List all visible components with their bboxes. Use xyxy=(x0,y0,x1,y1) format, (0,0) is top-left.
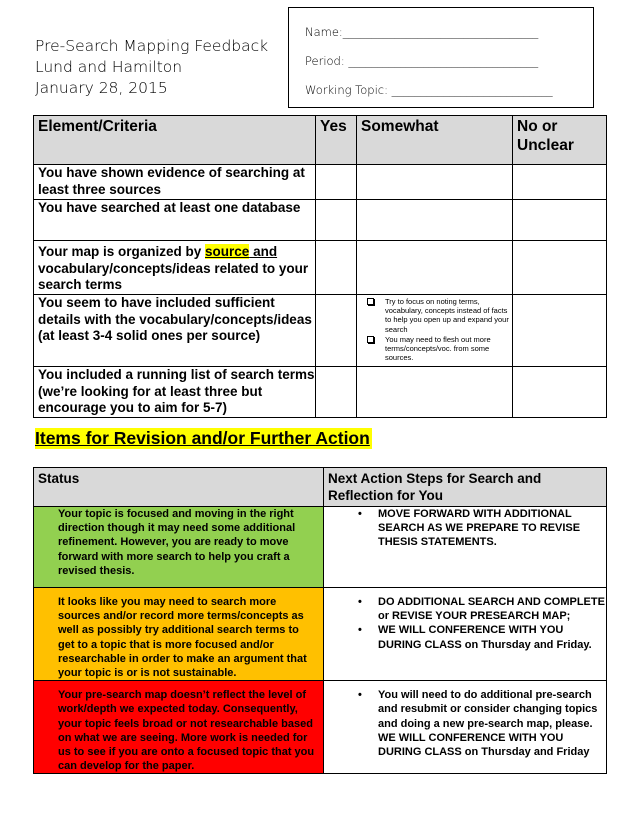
step-item xyxy=(358,688,606,759)
step-text: You will need to do additional pre-search and resubmit or consider changing topics and doing a new pre-search map, please. WE WILL CONFERENCE WITH YOU DURING CLASS on Thursday and Friday xyxy=(378,689,598,759)
criteria-text: You seem to have included sufficient details with the vocabulary/concepts/ideas (at least 3-4 solid ones per source) xyxy=(34,295,316,367)
next-steps-list xyxy=(328,688,606,759)
bullet-icon: • xyxy=(358,624,362,637)
status-text: Your topic is focused and moving in the right direction though it may need some additional refinement. However, you are ready to move forward with more search to help you craft a revised thesis. xyxy=(34,507,324,588)
no-cell[interactable] xyxy=(513,200,607,241)
header-next-steps: Next Action Steps for Search and Reflection for You xyxy=(324,468,607,507)
next-steps-cell xyxy=(324,681,607,774)
header-somewhat: Somewhat xyxy=(357,116,513,165)
date-line: January 28, 2015 xyxy=(35,79,168,97)
highlight-source: source xyxy=(205,244,250,259)
criteria-row xyxy=(34,200,607,241)
somewhat-notes xyxy=(361,297,512,362)
criteria-header-row xyxy=(34,116,607,165)
step-text: DO ADDITIONAL SEARCH AND COMPLETE or REVISE YOUR PRESEARCH MAP; xyxy=(378,596,605,623)
somewhat-cell[interactable] xyxy=(357,295,513,367)
header-status: Status xyxy=(34,468,324,507)
status-text: Your pre-search map doesn’t reflect the level of work/depth we expected today. Consequently, your topic feels broad or not researchable based on what we are seeing. More work is needed for us to see if you are onto a focused topic that you can develop for the paper. xyxy=(34,681,324,774)
no-cell[interactable] xyxy=(513,241,607,295)
next-steps-list xyxy=(328,507,606,550)
status-row-orange xyxy=(34,588,607,681)
step-text: WE WILL CONFERENCE WITH YOU DURING CLASS on Thursday and Friday. xyxy=(378,624,592,651)
step-item xyxy=(358,507,606,550)
header-element-criteria: Element/Criteria xyxy=(34,116,316,165)
yes-cell[interactable] xyxy=(316,295,357,367)
header-yes: Yes xyxy=(316,116,357,165)
somewhat-cell[interactable] xyxy=(357,200,513,241)
working-topic-field[interactable]: Working Topic: ____________________________ xyxy=(305,83,553,97)
no-cell[interactable] xyxy=(513,165,607,200)
step-item xyxy=(358,595,606,623)
note-item xyxy=(367,335,512,363)
status-row-green xyxy=(34,507,607,588)
next-steps-list xyxy=(328,595,606,652)
bullet-icon: • xyxy=(358,596,362,608)
yes-cell[interactable] xyxy=(316,241,357,295)
no-cell[interactable] xyxy=(513,367,607,418)
name-field[interactable]: Name:__________________________________ xyxy=(305,25,539,39)
criteria-text: You have shown evidence of searching at least three sources xyxy=(34,165,316,200)
criteria-text: You included a running list of search terms (we’re looking for at least three but encourage you to aim for 5-7) xyxy=(34,367,316,418)
criteria-row xyxy=(34,295,607,367)
step-text: MOVE FORWARD WITH ADDITIONAL SEARCH AS WE PREPARE TO REVISE THESIS STATEMENTS. xyxy=(378,508,581,549)
note-item xyxy=(367,297,512,334)
title-line: Pre-Search Mapping Feedback xyxy=(35,37,269,55)
authors-line: Lund and Hamilton xyxy=(35,58,183,76)
no-cell[interactable] xyxy=(513,295,607,367)
next-steps-cell xyxy=(324,588,607,681)
somewhat-cell[interactable] xyxy=(357,367,513,418)
criteria-row xyxy=(34,165,607,200)
criteria-table xyxy=(33,115,607,418)
checkbox-bullet-icon xyxy=(367,336,374,343)
yes-cell[interactable] xyxy=(316,165,357,200)
note-text: Try to focus on noting terms, vocabulary, concepts instead of facts to help you open up and expand your search xyxy=(385,297,509,334)
status-text: It looks like you may need to search more sources and/or record more terms/concepts as well as possibly try additional search terms to get to a topic that is more focused and/or researchable in order to make an argument that your topic is or is not sustainable. xyxy=(34,588,324,681)
student-info-box xyxy=(288,7,594,108)
checkbox-bullet-icon xyxy=(367,298,374,305)
criteria-text-part: Your map is organized by xyxy=(38,244,206,259)
status-row-red xyxy=(34,681,607,774)
criteria-text: You have searched at least one database xyxy=(34,200,316,241)
status-header-row xyxy=(34,468,607,507)
yes-cell[interactable] xyxy=(316,367,357,418)
criteria-text-part: vocabulary/concepts/ideas related to your search terms xyxy=(38,260,309,292)
yes-cell[interactable] xyxy=(316,200,357,241)
bullet-icon: • xyxy=(358,508,362,520)
bullet-icon: • xyxy=(358,689,362,702)
step-item xyxy=(358,623,606,651)
criteria-text xyxy=(34,241,316,295)
document-title xyxy=(35,36,268,99)
note-text: You may need to flesh out more terms/concepts/voc. from some sources. xyxy=(385,334,491,363)
status-table xyxy=(33,467,607,774)
period-field[interactable]: Period: _________________________________ xyxy=(305,54,539,68)
header-no-or-unclear: No or Unclear xyxy=(513,116,607,165)
next-steps-cell xyxy=(324,507,607,588)
criteria-row xyxy=(34,241,607,295)
underline-and: and xyxy=(249,244,278,259)
somewhat-cell[interactable] xyxy=(357,165,513,200)
criteria-row xyxy=(34,367,607,418)
revision-heading: Items for Revision and/or Further Action xyxy=(35,428,370,448)
somewhat-cell[interactable] xyxy=(357,241,513,295)
